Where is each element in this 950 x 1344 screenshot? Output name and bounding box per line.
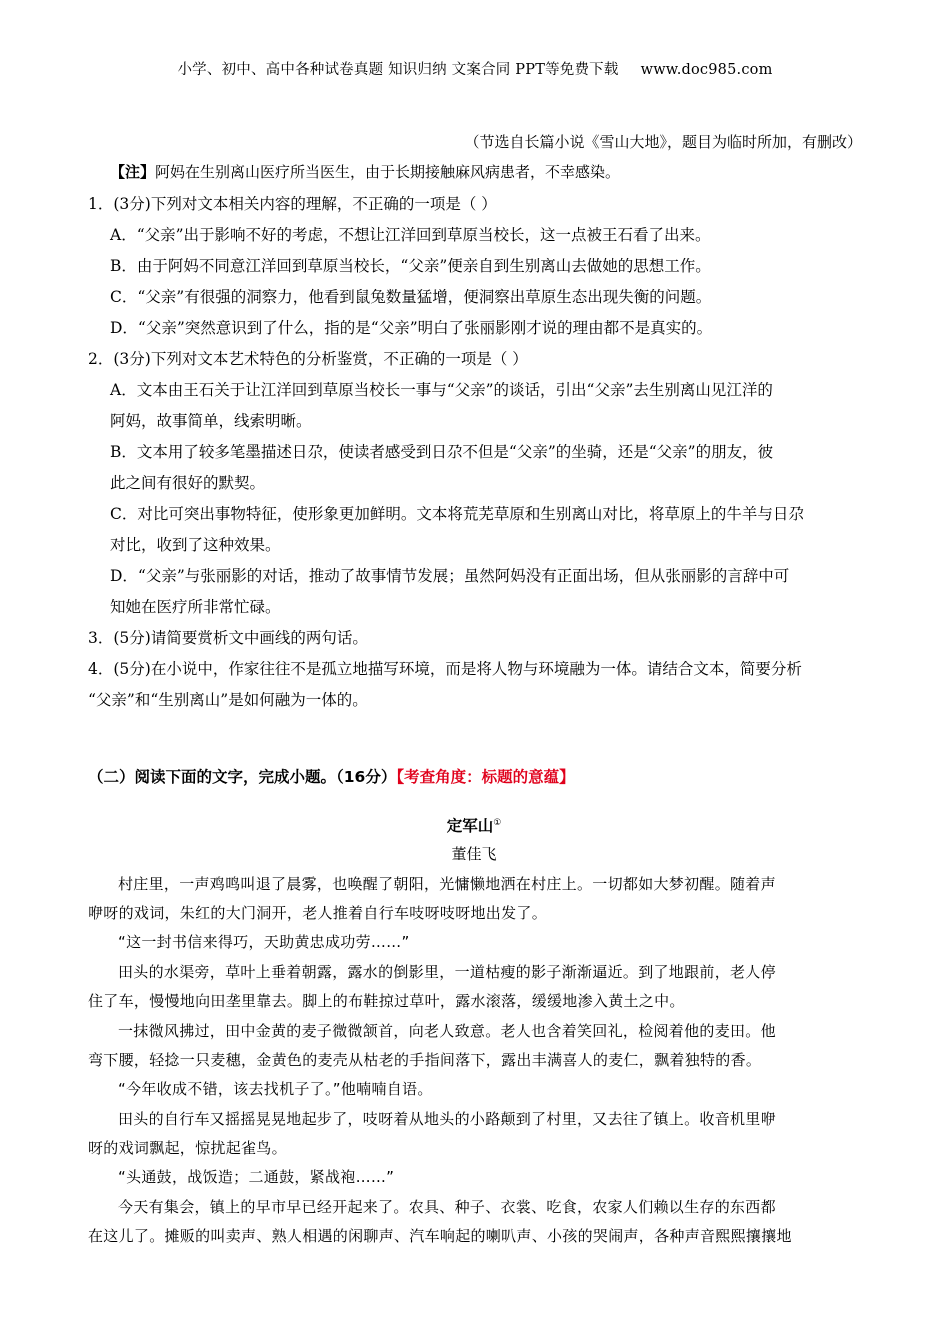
question-1-option-a: A．“父亲”出于影响不好的考虑，不想让江洋回到草原当校长，这一点被王石看了出来。: [110, 226, 711, 244]
question-2-option-d-cont: 知她在医疗所非常忙碌。: [110, 598, 281, 616]
question-2-option-b: B．文本用了较多笔墨描述日尕，使读者感受到日尕不但是“父亲”的坐骑，还是“父亲”的朋友，彼: [110, 443, 774, 461]
page-header: [0, 58, 950, 79]
source-note: （节选自长篇小说《雪山大地》，题目为临时所加，有删改）: [464, 133, 862, 151]
question-2-option-a: A．文本由王石关于让江洋回到草原当校长一事与“父亲”的谈话，引出“父亲”去生别离山见江洋的: [110, 381, 773, 399]
annotation-note: [110, 161, 620, 182]
story-line: “这一封书信来得巧，天助黄忠成功劳……”: [118, 933, 410, 951]
story-line: 田头的自行车又摇摇晃晃地起步了，吱呀着从地头的小路颠到了村里，又去往了镇上。收音机里咿: [118, 1110, 776, 1128]
question-2-option-d: D．“父亲”与张丽影的对话，推动了故事情节发展；虽然阿妈没有正面出场，但从张丽影的言辞中可: [110, 567, 790, 585]
story-title: [88, 814, 860, 836]
section-tag: 【考查角度：标题的意蕴】: [396, 768, 575, 786]
story-title-text: 定军山: [446, 817, 494, 835]
question-4-cont: “父亲”和“生别离山”是如何融为一体的。: [88, 691, 368, 709]
story-line: 在这儿了。摊贩的叫卖声、熟人相遇的闲聊声、汽车响起的喇叭声、小孩的哭闹声，各种声音熙熙攘攘地: [88, 1227, 792, 1245]
header-url[interactable]: www.doc985.com: [640, 62, 773, 78]
annotation-label: 【注】: [110, 163, 156, 181]
story-author: 董佳飞: [451, 845, 497, 863]
question-2-option-b-cont: 此之间有很好的默契。: [110, 474, 266, 492]
story-line: 咿呀的戏词，朱红的大门洞开，老人推着自行车吱呀吱呀地出发了。: [88, 904, 548, 922]
story-line: 田头的水渠旁，草叶上垂着朝露，露水的倒影里，一道枯瘦的影子渐渐逼近。到了地跟前，老人停: [118, 963, 776, 981]
question-2-stem: 2．(3分)下列对文本艺术特色的分析鉴赏，不正确的一项是（ ）: [88, 350, 528, 368]
question-2-option-c: C．对比可突出事物特征，使形象更加鲜明。文本将荒芜草原和生别离山对比，将草原上的牛羊与日尕: [110, 505, 804, 523]
question-4-stem: 4．(5分)在小说中，作家往往不是孤立地描写环境，而是将人物与环境融为一体。请结合文本，简要分析: [88, 660, 802, 678]
question-1-option-c: C．“父亲”有很强的洞察力，他看到鼠兔数量猛增，便洞察出草原生态出现失衡的问题。: [110, 288, 712, 306]
story-line: 住了车，慢慢地向田垄里靠去。脚上的布鞋掠过草叶，露水滚落，缓缓地渗入黄土之中。: [88, 992, 685, 1010]
section-title: （二）阅读下面的文字，完成小题。（16分）: [88, 768, 397, 786]
story-line: “今年收成不错，该去找机子了。”他喃喃自语。: [118, 1080, 433, 1098]
story-line: “头通鼓，战饭造；二通鼓，紧战袍……”: [118, 1168, 395, 1186]
story-title-footnote: ①: [493, 817, 502, 828]
story-line: 今天有集会，镇上的早市早已经开起来了。农具、种子、衣裳、吃食，农家人们赖以生存的东西都: [118, 1198, 776, 1216]
header-text: 小学、初中、高中各种试卷真题 知识归纳 文案合同 PPT等免费下载: [177, 62, 619, 78]
story-line: 弯下腰，轻捻一只麦穗，金黄色的麦壳从枯老的手指间落下，露出丰满喜人的麦仁，飘着独特的香。: [88, 1051, 762, 1069]
question-1-option-b: B．由于阿妈不同意江洋回到草原当校长，“父亲”便亲自到生别离山去做她的思想工作。: [110, 257, 711, 275]
question-1-option-d: D．“父亲”突然意识到了什么，指的是“父亲”明白了张丽影刚才说的理由都不是真实的。: [110, 319, 713, 337]
story-line: 一抹微风拂过，田中金黄的麦子微微颔首，向老人致意。老人也含着笑回礼，检阅着他的麦田。他: [118, 1022, 776, 1040]
story-line: 村庄里，一声鸡鸣叫退了晨雾，也唤醒了朝阳，光慵懒地洒在村庄上。一切都如大梦初醒。随着声: [118, 875, 776, 893]
question-1-stem: 1．(3分)下列对文本相关内容的理解，不正确的一项是（ ）: [88, 195, 497, 213]
question-2-option-c-cont: 对比，收到了这种效果。: [110, 536, 281, 554]
question-3-stem: 3．(5分)请简要赏析文中画线的两句话。: [88, 629, 368, 647]
question-2-option-a-cont: 阿妈，故事简单，线索明晰。: [110, 412, 312, 430]
story-line: 呀的戏词飘起，惊扰起雀鸟。: [88, 1139, 287, 1157]
section-heading: [88, 765, 575, 787]
annotation-text: 阿妈在生别离山医疗所当医生，由于长期接触麻风病患者，不幸感染。: [155, 163, 621, 181]
